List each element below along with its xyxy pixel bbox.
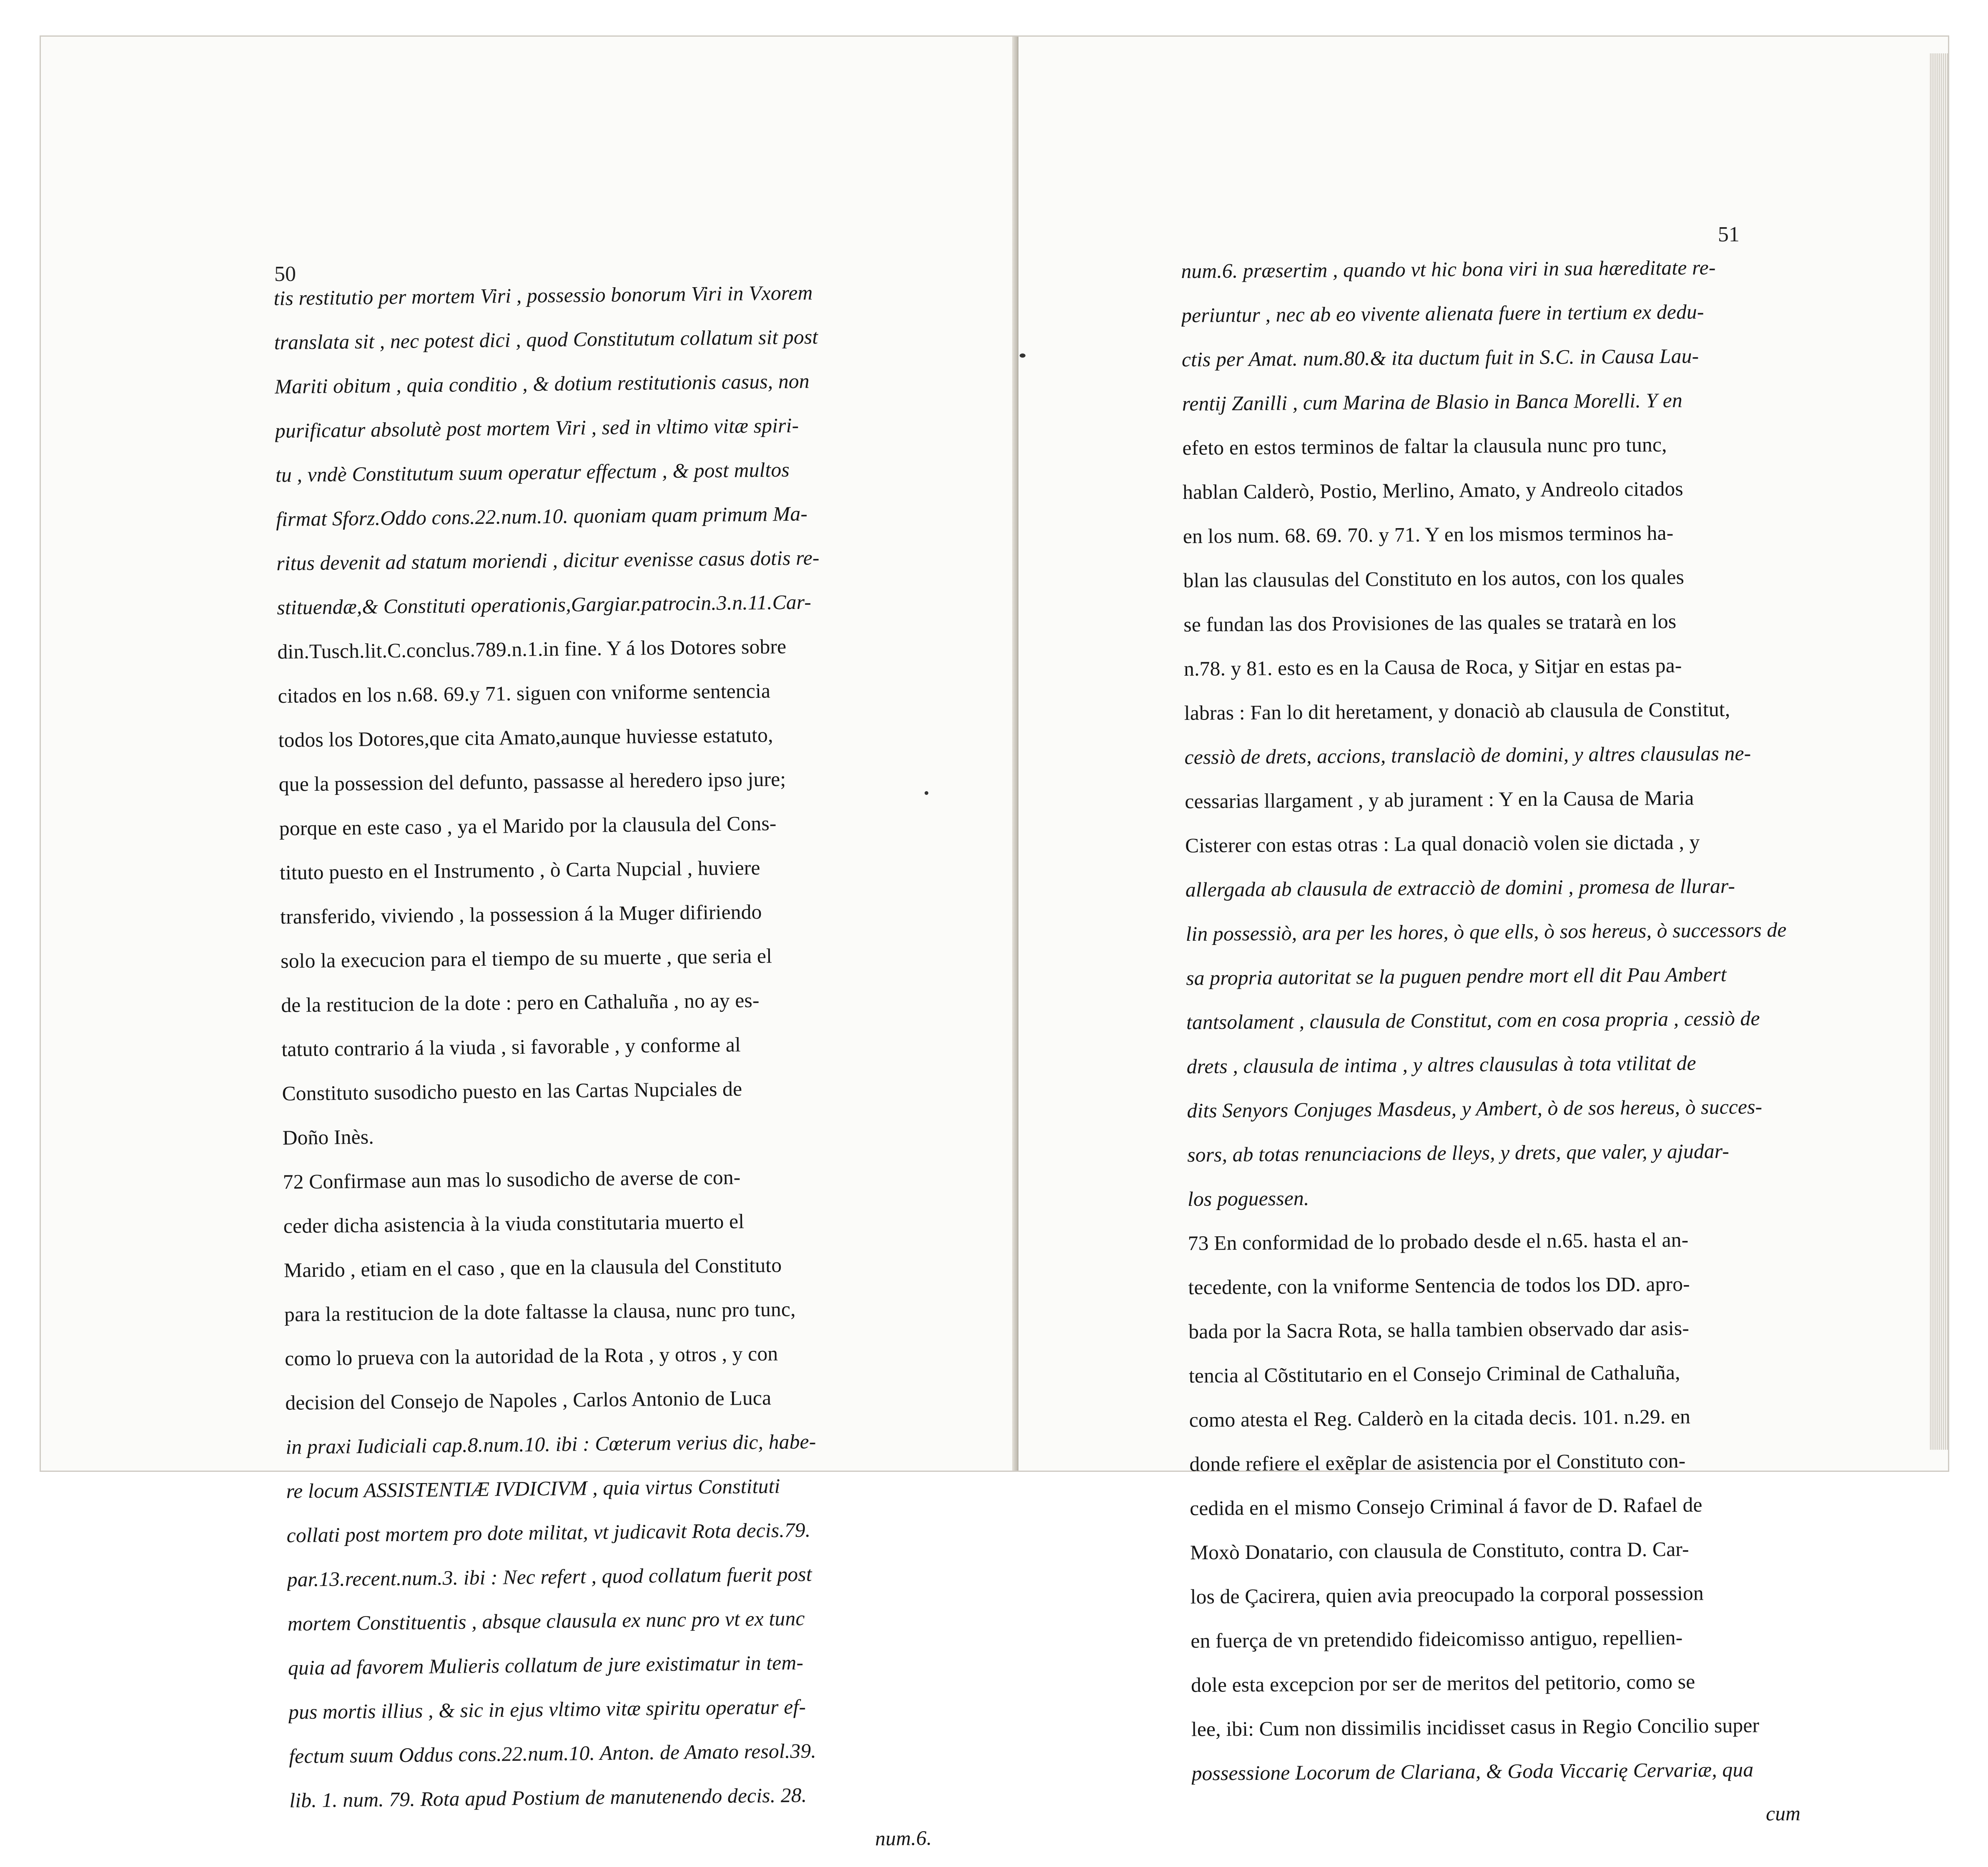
- text-line: se fundan las dos Provisiones de las quales se tratarà en los: [1183, 609, 1677, 636]
- text-line: donde refiere el exẽplar de asistencia por el Constituto con-: [1189, 1449, 1686, 1476]
- text-line: dits Senyors Conjuges Masdeus, y Ambert, ò de sos hereus, ò succes-: [1187, 1095, 1762, 1122]
- text-line: blan las clausulas del Constituto en los autos, con los quales: [1183, 565, 1685, 592]
- text-line: Mariti obitum , quia conditio , & dotium restitutionis casus, non: [274, 369, 810, 398]
- text-line: hablan Calderò, Postio, Merlino, Amato, y Andreolo citados: [1182, 477, 1684, 504]
- left-page-number: 50: [274, 262, 296, 286]
- text-line: labras : Fan lo dit heretament, y donaciò ab clausula de Constitut,: [1184, 697, 1730, 724]
- right-page: [1018, 37, 1948, 1825]
- text-line: num.6. præsertim , quando vt hic bona viri in sua hæreditate re-: [1181, 256, 1716, 283]
- text-line: purificatur absolutè post mortem Viri , sed in vltimo vitæ spiri-: [275, 413, 799, 442]
- text-line: quia ad favorem Mulieris collatum de jure existimatur in tem-: [288, 1651, 804, 1679]
- text-line: n.78. y 81. esto es en la Causa de Roca, y Sitjar en estas pa-: [1183, 654, 1682, 680]
- text-line: 72 Confirmase aun mas lo susodicho de averse de con-: [283, 1165, 741, 1193]
- catchword: num.6.: [875, 1826, 932, 1850]
- text-line: cessiò de drets, accions, translaciò de domini, y altres clausulas ne-: [1184, 742, 1751, 769]
- text-line: cessarias llargament , y ab jurament : Y en la Causa de Maria: [1185, 786, 1694, 813]
- text-line: tis restitutio per mortem Viri , possessio bonorum Viri in Vxorem: [273, 281, 813, 310]
- text-line: Marido , etiam en el caso , que en la clausula del Constituto: [283, 1253, 782, 1282]
- text-line: 73 En conformidad de lo probado desde el n.65. hasta el an-: [1188, 1228, 1689, 1255]
- text-line: en los num. 68. 69. 70. y 71. Y en los mismos terminos ha-: [1183, 521, 1674, 548]
- text-line: rentij Zanilli , cum Marina de Blasio in Banca Morelli. Y en: [1182, 388, 1683, 415]
- text-line: lee, ibi: Cum non dissimilis incidisset casus in Regio Concilio super: [1191, 1714, 1760, 1741]
- text-line: citados en los n.68. 69.y 71. siguen con vniforme sentencia: [278, 679, 771, 707]
- text-line: los poguessen.: [1187, 1186, 1309, 1210]
- text-line: tencia al Cõstitutario en el Consejo Criminal de Cathaluña,: [1188, 1361, 1680, 1387]
- text-line: firmat Sforz.Oddo cons.22.num.10. quoniam quam primum Ma-: [276, 502, 808, 531]
- text-line: periuntur , nec ab eo vivente alienata fuere in tertium ex dedu-: [1181, 300, 1704, 327]
- text-line: decision del Consejo de Napoles , Carlos Antonio de Luca: [285, 1386, 772, 1414]
- text-line: ctis per Amat. num.80.& ita ductum fuit in S.C. in Causa Lau-: [1181, 344, 1699, 371]
- text-line: stituendæ,& Constituti operationis,Gargiar.patrocin.3.n.11.Car-: [277, 590, 812, 619]
- text-line: bada por la Sacra Rota, se halla tambien observado dar asis-: [1188, 1316, 1690, 1343]
- text-line: los de Çacirera, quien avia preocupado la corporal possession: [1190, 1581, 1704, 1608]
- ink-speck: [1020, 353, 1025, 358]
- text-line: todos los Dotores,que cita Amato,aunque huviesse estatuto,: [278, 723, 773, 752]
- text-line: solo la execucion para el tiempo de su muerte , que seria el: [280, 944, 772, 972]
- text-line: de la restitucion de la dote : pero en Cathaluña , no ay es-: [281, 988, 760, 1017]
- text-line: fectum suum Oddus cons.22.num.10. Anton. de Amato resol.39.: [288, 1739, 817, 1768]
- text-line: pus mortis illius , & sic in ejus vltimo vitæ spiritu operatur ef-: [288, 1695, 806, 1724]
- text-line: efeto en estos terminos de faltar la clausula nunc pro tunc,: [1182, 433, 1667, 459]
- text-line: tecedente, con la vniforme Sentencia de todos los DD. apro-: [1188, 1272, 1690, 1299]
- right-page-edges: [1929, 53, 1948, 1450]
- text-line: ritus devenit ad statum moriendi , dicitur evenisse casus dotis re-: [276, 546, 820, 575]
- text-line: tituto puesto en el Instrumento , ò Carta Nupcial , huviere: [279, 856, 760, 884]
- text-line: par.13.recent.num.3. ibi : Nec refert , quod collatum fuerit post: [287, 1562, 812, 1591]
- text-line: ceder dicha asistencia à la viuda constitutaria muerto el: [283, 1210, 745, 1238]
- text-line: como lo prueva con la autoridad de la Rota , y otros , y con: [284, 1342, 778, 1370]
- text-line: porque en este caso , ya el Marido por la clausula del Cons-: [279, 812, 777, 840]
- text-line: cedida en el mismo Consejo Criminal á favor de D. Rafael de: [1189, 1493, 1702, 1520]
- text-line: drets , clausula de intima , y altres clausulas à tota vtilitat de: [1186, 1051, 1697, 1078]
- text-line: como atesta el Reg. Calderò en la citada decis. 101. n.29. en: [1189, 1405, 1691, 1431]
- text-line: lib. 1. num. 79. Rota apud Postium de manutenendo decis. 28.: [289, 1783, 807, 1812]
- left-page-text: [273, 269, 949, 1867]
- open-book-spread: [40, 35, 1949, 1850]
- text-line: dole esta excepcion por ser de meritos del petitorio, como se: [1191, 1670, 1695, 1697]
- text-line: para la restitucion de la dote faltasse la clausa, nunc pro tunc,: [284, 1298, 796, 1326]
- text-line: Cisterer con estas otras : La qual donaciò volen sie dictada , y: [1185, 830, 1700, 857]
- text-line: Moxò Donatario, con clausula de Constituto, contra D. Car-: [1190, 1537, 1689, 1564]
- text-line: tu , vndè Constitutum suum operatur effectum , & post multos: [275, 458, 790, 486]
- text-line: possessione Locorum de Clariana, & Goda Viccarię Cervariæ, qua: [1191, 1758, 1754, 1785]
- text-line: translata sit , nec potest dici , quod Constitutum collatum sit post: [274, 325, 818, 354]
- ink-speck: [925, 791, 928, 795]
- text-line: collati post mortem pro dote militat, vt judicavit Rota decis.79.: [286, 1518, 811, 1547]
- text-line: din.Tusch.lit.C.conclus.789.n.1.in fine. Y á los Dotores sobre: [277, 635, 787, 663]
- text-line: re locum ASSISTENTIÆ IVDICIVM , quia virtus Constituti: [286, 1474, 780, 1503]
- text-line: Doño Inès.: [282, 1125, 374, 1149]
- text-line: transferido, viviendo , la possession á la Muger difiriendo: [280, 900, 762, 928]
- text-line: mortem Constituentis , absque clausula ex nunc pro vt ex tunc: [287, 1606, 805, 1635]
- text-line: in praxi Iudiciali cap.8.num.10. ibi : Cœterum verius dic, habe-: [286, 1430, 816, 1459]
- text-line: tantsolament , clausula de Constitut, com en cosa propria , cessiò de: [1186, 1007, 1760, 1034]
- text-line: sa propria autoritat se la puguen pendre mort ell dit Pau Ambert: [1186, 962, 1727, 990]
- text-line: Constituto susodicho puesto en las Cartas Nupciales de: [282, 1077, 742, 1105]
- catchword: cum: [1765, 1802, 1801, 1825]
- text-line: en fuerça de vn pretendido fideicomisso antiguo, repellien-: [1191, 1626, 1683, 1652]
- text-line: que la possession del defunto, passasse al heredero ipso jure;: [278, 767, 786, 796]
- left-page: [41, 37, 1017, 1850]
- text-line: lin possessiò, ara per les hores, ò que ells, ò sos hereus, ò successors de: [1186, 918, 1787, 945]
- text-line: tatuto contrario á la viuda , si favorable , y conforme al: [281, 1033, 741, 1061]
- right-page-text: [1181, 245, 1818, 1840]
- text-line: allergada ab clausula de extracciò de domini , promesa de llurar-: [1185, 874, 1735, 901]
- text-line: sors, ab totas renunciacions de lleys, y drets, que valer, y ajudar-: [1187, 1139, 1730, 1166]
- right-page-number: 51: [1718, 223, 1740, 246]
